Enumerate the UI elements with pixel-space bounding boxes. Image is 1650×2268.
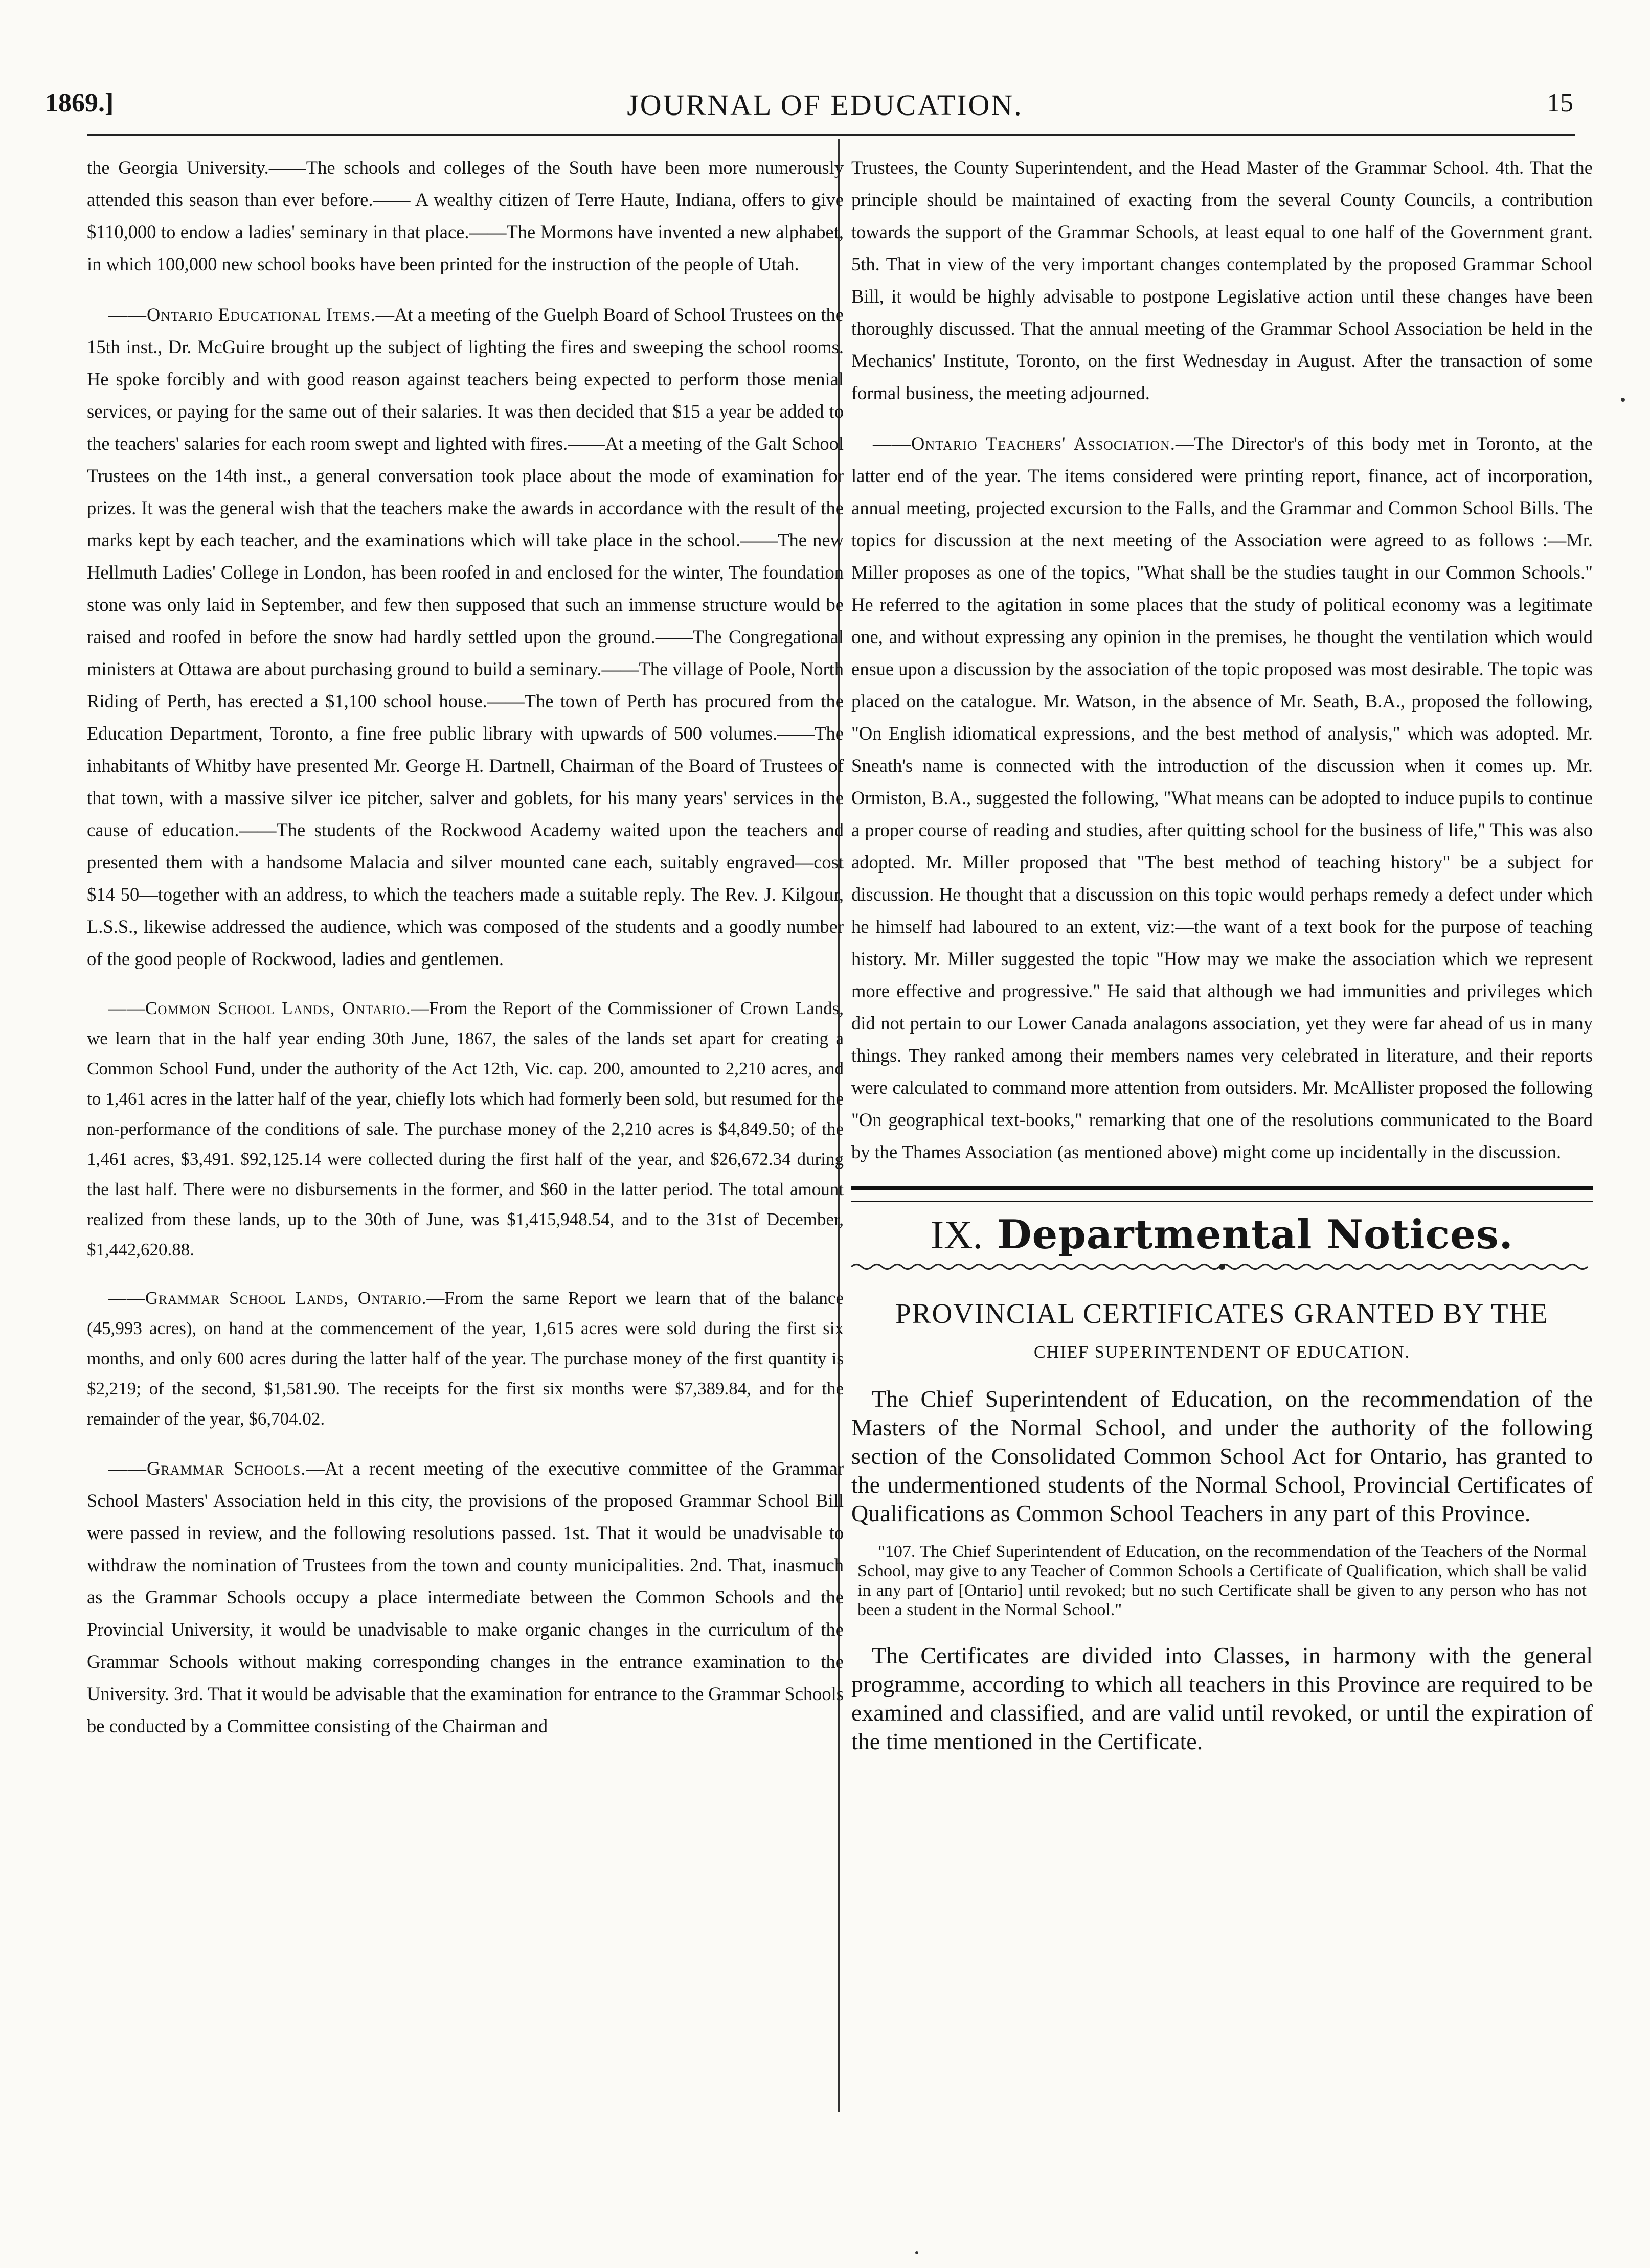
item-lead: ——Ontario Educational Items. (108, 304, 376, 325)
journal-title: JOURNAL OF EDUCATION. (627, 88, 1023, 122)
item-body: —From the Report of the Commissioner of Crown Lands, we learn that in the half year ending 30th June, 1867, the sales of the lands set apart for creating a Common School Fund, under the authority of the Act 12th, Vic. cap. 200, amounted to 2,210 acres, and to 1,461 acres in the latter half of the year, chiefly lots which had formerly been sold, but resumed for the non-performance of the conditions of sale. The purchase money of the 2,210 acres is $4,849.50; of the 1,461 acres, $3,491. $92,125.14 were collected during the first half of the year, and $26,672.34 during the last half. There were no disbursements in the former, and $60 in the latter period. The total amount realized from these lands, up to the 30th of June, was $1,415,948.54, and to the 31st of December, $1,442,620.88. (87, 998, 844, 1259)
item-lead: ——Grammar Schools. (108, 1458, 306, 1479)
act-section-quote: "107. The Chief Superintendent of Education, on the recommendation of the Teachers of the Normal School, may give to any Teacher of Common Schools a Certificate of Qualification, which shall be valid in any part of [Ontario] until revoked; but no such Certificate shall be given to any person who has not been a student in the Normal School." (857, 1542, 1587, 1619)
right-column (851, 151, 1593, 1770)
certificates-intro: The Chief Superintendent of Education, on the recommendation of the Masters of the Normal School, and under the authority of the following section of the Consolidated Common School Act for Ontario, has granted to the undermentioned students of the Normal School, Provincial Certificates of Qualifications as Common School Teachers in any part of this Province. (851, 1386, 1593, 1526)
certificates-heading: PROVINCIAL CERTIFICATES GRANTED BY THE (895, 1298, 1549, 1329)
section-title: Departmental Notices. (997, 1211, 1513, 1258)
section-number: IX. (931, 1212, 983, 1257)
left-column (87, 151, 844, 1760)
item-body: —At a meeting of the Guelph Board of School Trustees on the 15th inst., Dr. McGuire brought up the subject of lighting the fires and sweeping the school rooms. He spoke forcibly and with good reason against teachers being expected to perform those menial services, or paying for the same out of their salaries. It was then decided that $15 a year be added to the teachers' salaries for each room swept and lighted with fires.——At a meeting of the Galt School Trustees on the 14th inst., a general conversation took place about the mode of examination for prizes. It was the general wish that the teachers make the awards in accordance with the result of the marks kept by each teacher, and the examinations which will take place in the school.——The new Hellmuth Ladies' College in London, has been roofed in and enclosed for the winter, The foundation stone was only laid in September, and few then supposed that such an immense structure would be raised and roofed in before the snow had hardly settled upon the ground.——The Congregational ministers at Ottawa are about purchasing ground to build a seminary.——The village of Poole, North Riding of Perth, has erected a $1,100 school house.——The town of Perth has procured from the Education Department, Toronto, a fine free public library with upwards of 500 volumes.——The inhabitants of Whitby have presented Mr. George H. Dartnell, Chairman of the Board of Trustees of that town, with a massive silver ice pitcher, salver and goblets, for his many years' services in the cause of education.——The students of the Rockwood Academy waited upon the teachers and presented them with a handsome Malacia and silver mounted cane each, suitably engraved—cost $14 50—together with an address, to which the teachers made a suitable reply. The Rev. J. Kilgour, L.S.S., likewise addressed the audience, which was composed of the students and a goodly number of the good people of Rockwood, ladies and gentlemen. (87, 304, 844, 969)
margin-mark (1621, 398, 1625, 402)
item-body: —At a recent meeting of the executive committee of the Grammar School Masters' Association held in this city, the provisions of the proposed Grammar School Bill were passed in review, and the following resolutions passed. 1st. That it would be unadvisable to withdraw the nomination of Trustees from the town and county municipalities. 2nd. That, inasmuch as the Grammar Schools occupy a place intermediate between the Common Schools and the Provincial University, it would be unadvisable to make organic changes in the curriculum of the Grammar Schools without making corresponding changes in the entrance examination to the University. 3rd. That it would be advisable that the examination for entrance to the Grammar Schools be conducted by a Committee consisting of the Chairman and (87, 1458, 844, 1736)
certificates-subheading: CHIEF SUPERINTENDENT OF EDUCATION. (1033, 1343, 1411, 1362)
grammar-schools-paragraph (87, 1452, 844, 1742)
item-lead: ——Ontario Teachers' Association. (873, 433, 1176, 454)
resolutions-continued-paragraph: Trustees, the County Superintendent, and the Head Master of the Grammar School. 4th. That the principle should be maintained of exacting from the several County Councils, a contribution towards the support of the Grammar Schools, at least equal to one half of the Government grant. 5th. That in view of the very important changes contemplated by the proposed Grammar School Bill, it would be highly advisable to postpone Legislative action until these changes have been thoroughly discussed. That the annual meeting of the Grammar School Association be held in the Mechanics' Institute, Toronto, on the first Wednesday in August. After the transaction of some formal business, the meeting adjourned. (851, 157, 1593, 403)
page-number: 15 (1547, 88, 1573, 118)
section-heading (851, 1211, 1593, 1258)
footer-mark (915, 2251, 918, 2254)
item-lead: ——Grammar School Lands, Ontario. (108, 1288, 427, 1308)
certificates-classes: The Certificates are divided into Classes, in harmony with the general programme, according to which all teachers in this Province are required to be examined and classified, and are valid until revoked, or until the expiration of the time mentioned in the Certificate. (851, 1642, 1593, 1754)
header-rule (87, 134, 1575, 136)
item-body: —The Director's of this body met in Toronto, at the latter end of the year. The items considered were printing report, finance, act of incorporation, annual meeting, projected excursion to the Falls, and the Grammar and Common School Bills. The topics for discussion at the next meeting of the Association were agreed to as follows :—Mr. Miller proposes as one of the topics, "What shall be the studies taught in our Common Schools." He referred to the agitation in some places that the study of political economy was a legitimate one, and without expressing any opinion in the premises, he thought the ventilation which would ensue upon a discussion by the association of the topic proposed was most desirable. The topic was placed on the catalogue. Mr. Watson, in the absence of Mr. Seath, B.A., proposed the following, "On English idiomatical expressions, and the best method of analysis," which was adopted. Mr. Sneath's name is connected with the introduction of the discussion when it comes up. Mr. Ormiston, B.A., suggested the following, "What means can be adopted to induce pupils to continue a proper course of reading and studies, after quitting school for the business of life," This was also adopted. Mr. Miller proposed that "The best method of teaching history" be a subject for discussion. He thought that a discussion on this topic would perhaps remedy a defect under which he himself had laboured to an extent, viz:—the want of a text book for the purpose of teaching history. Mr. Miller suggested the topic "How may we make the association which we represent more effective and progressive." He said that although we had immunities and privileges which did not pertain to our Lower Canada analagons association, yet they were far ahead of us in many things. They ranked among their members names very celebrated in literature, and their reports were calculated to command more attention from outsiders. Mr. McAllister proposed the following "On geographical text-books," remarking that one of the resolutions communicated to the Board by the Thames Association (as mentioned above) might come up incidentally in the discussion. (851, 433, 1593, 1162)
item-lead: ——Common School Lands, Ontario. (108, 998, 411, 1018)
section-rule (851, 1186, 1593, 1202)
header-year: 1869.] (45, 88, 114, 118)
item-body: —From the same Report we learn that of the balance (45,993 acres), on hand at the commencement of the year, 1,615 acres were sold during the first six months, and only 600 acres during the latter half of the year. The purchase money of the first quantity is $2,219; of the second, $1,581.90. The receipts for the first six months were $7,389.84, and for the remainder of the year, $6,704.02. (87, 1288, 844, 1429)
page-header (0, 88, 1650, 129)
ontario-items-paragraph (87, 299, 844, 975)
grammar-school-lands-paragraph (87, 1283, 844, 1434)
wavy-rule (851, 1262, 1593, 1271)
common-school-lands-paragraph (87, 993, 844, 1265)
teachers-association-paragraph (851, 427, 1593, 1168)
news-paragraph: the Georgia University.——The schools and colleges of the South have been more numerously attended this season than ever before.—— A wealthy citizen of Terre Haute, Indiana, offers to give $110,000 to endow a ladies' seminary in that place.——The Mormons have invented a new alphabet, in which 100,000 new school books have been printed for the instruction of the people of Utah. (87, 157, 844, 274)
